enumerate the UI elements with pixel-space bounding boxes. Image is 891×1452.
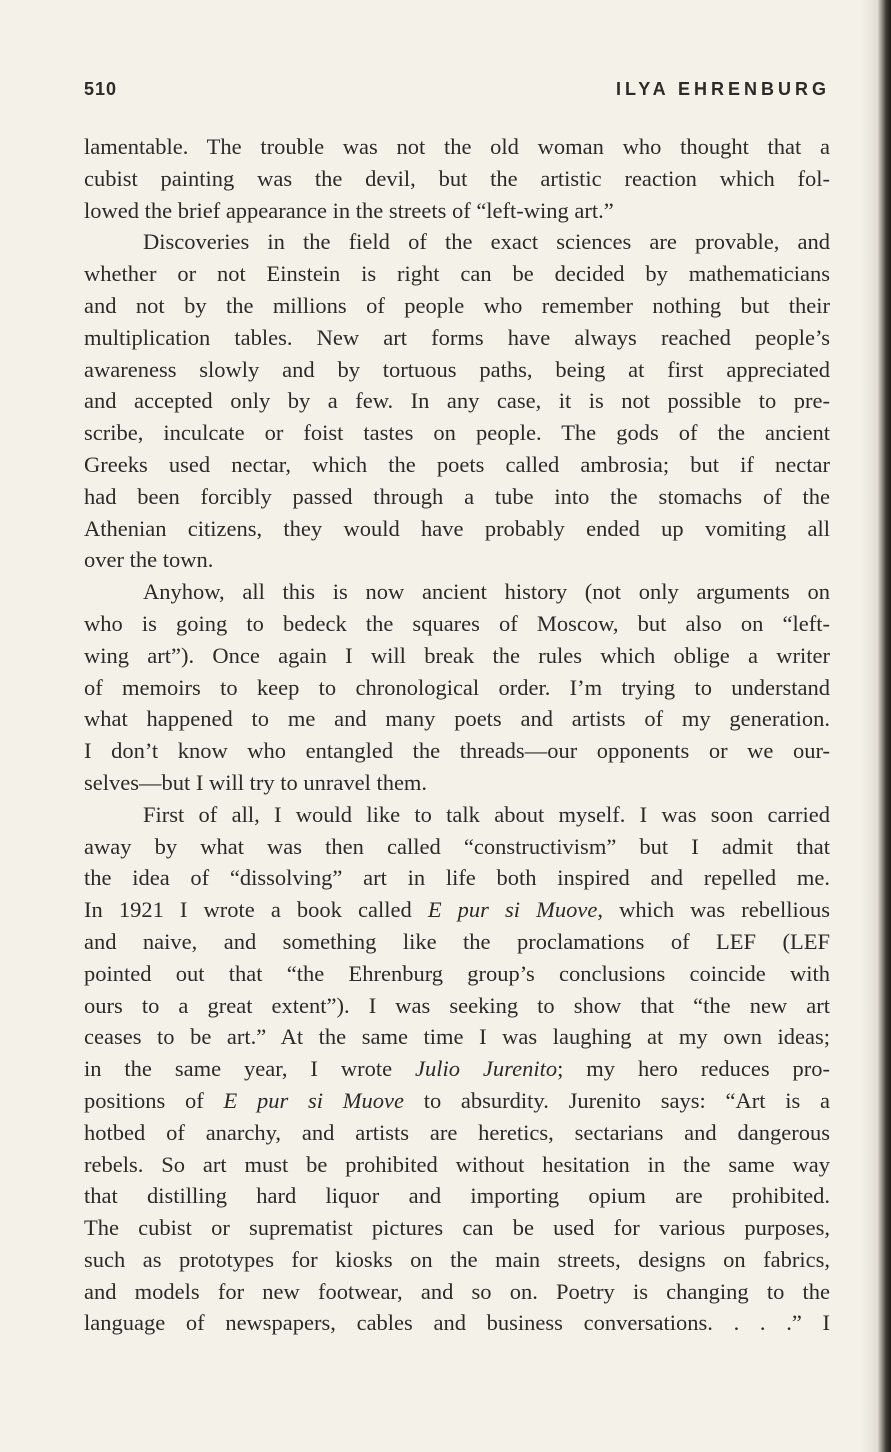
text-line: ours to a great extent”). I was seeking to show that “the new art — [84, 992, 830, 1018]
text-line: wing art”). Once again I will break the rules which oblige a writer — [84, 642, 830, 668]
text-line: lamentable. The trouble was not the old woman who thought that a — [84, 134, 830, 159]
text-line: what happened to me and many poets and artists of my generation. — [84, 706, 830, 732]
text-line: had been forcibly passed through a tube into the stomachs of the — [84, 483, 830, 509]
text-line: I don’t know who entangled the threads—our opponents or we our- — [84, 738, 830, 764]
text-line: in the same year, I wrote Julio Jurenito; my hero reduces pro- — [84, 1056, 830, 1082]
text-line: Greeks used nectar, which the poets called ambrosia; but if nectar — [84, 451, 830, 477]
text-line: whether or not Einstein is right can be decided by mathematicians — [84, 261, 830, 287]
running-head: ILYA EHRENBURG — [615, 79, 830, 99]
text-line: ceases to be art.” At the same time I was laughing at my own ideas; — [84, 1024, 830, 1050]
text-line: scribe, inculcate or foist tastes on people. The gods of the ancient — [84, 420, 830, 446]
text-line: The cubist or suprematist pictures can be used for various purposes, — [84, 1215, 830, 1241]
body-text — [84, 131, 830, 1339]
text-line: language of newspapers, cables and business conversations. . . .” I — [84, 1310, 830, 1336]
page-header — [84, 79, 830, 109]
page-edge-shadow — [861, 0, 891, 1452]
text-line: and accepted only by a few. In any case, it is not possible to pre- — [84, 388, 830, 414]
text-line: positions of E pur si Muove to absurdity. Jurenito says: “Art is a — [84, 1087, 830, 1113]
text-line: that distilling hard liquor and importing opium are prohibited. — [84, 1183, 830, 1209]
text-line: In 1921 I wrote a book called E pur si Muove, which was rebellious — [84, 897, 830, 923]
text-line: and models for new footwear, and so on. Poetry is changing to the — [84, 1278, 830, 1304]
text-line: and naive, and something like the proclamations of LEF (LEF — [84, 928, 830, 954]
text-line: lowed the brief appearance in the streets of “left-wing art.” — [84, 197, 614, 223]
text-line: First of all, I would like to talk about myself. I was soon carried — [143, 801, 830, 827]
text-line: Athenian citizens, they would have probably ended up vomiting all — [84, 515, 830, 541]
text-line: such as prototypes for kiosks on the main streets, designs on fabrics, — [84, 1246, 830, 1272]
text-line: pointed out that “the Ehrenburg group’s conclusions coincide with — [84, 960, 830, 986]
text-line: selves—but I will try to unravel them. — [84, 769, 428, 795]
text-line: rebels. So art must be prohibited without hesitation in the same way — [84, 1151, 830, 1177]
text-line: away by what was then called “constructivism” but I admit that — [84, 833, 830, 859]
text-line: hotbed of anarchy, and artists are heretics, sectarians and dangerous — [84, 1119, 830, 1145]
text-line: cubist painting was the devil, but the artistic reaction which fol- — [84, 165, 830, 191]
page-number: 510 — [84, 79, 118, 99]
text-line: who is going to bedeck the squares of Moscow, but also on “left- — [84, 610, 830, 636]
text-line: Anyhow, all this is now ancient history (not only arguments on — [143, 579, 830, 605]
text-line: the idea of “dissolving” art in life both inspired and repelled me. — [84, 865, 830, 891]
text-line: over the town. — [84, 547, 214, 573]
text-line: Discoveries in the field of the exact sciences are provable, and — [143, 229, 830, 255]
text-line: awareness slowly and by tortuous paths, being at first appreciated — [84, 356, 830, 382]
text-line: of memoirs to keep to chronological order. I’m trying to understand — [84, 674, 830, 700]
text-line: multiplication tables. New art forms have always reached people’s — [84, 324, 830, 350]
text-line: and not by the millions of people who remember nothing but their — [84, 292, 830, 318]
